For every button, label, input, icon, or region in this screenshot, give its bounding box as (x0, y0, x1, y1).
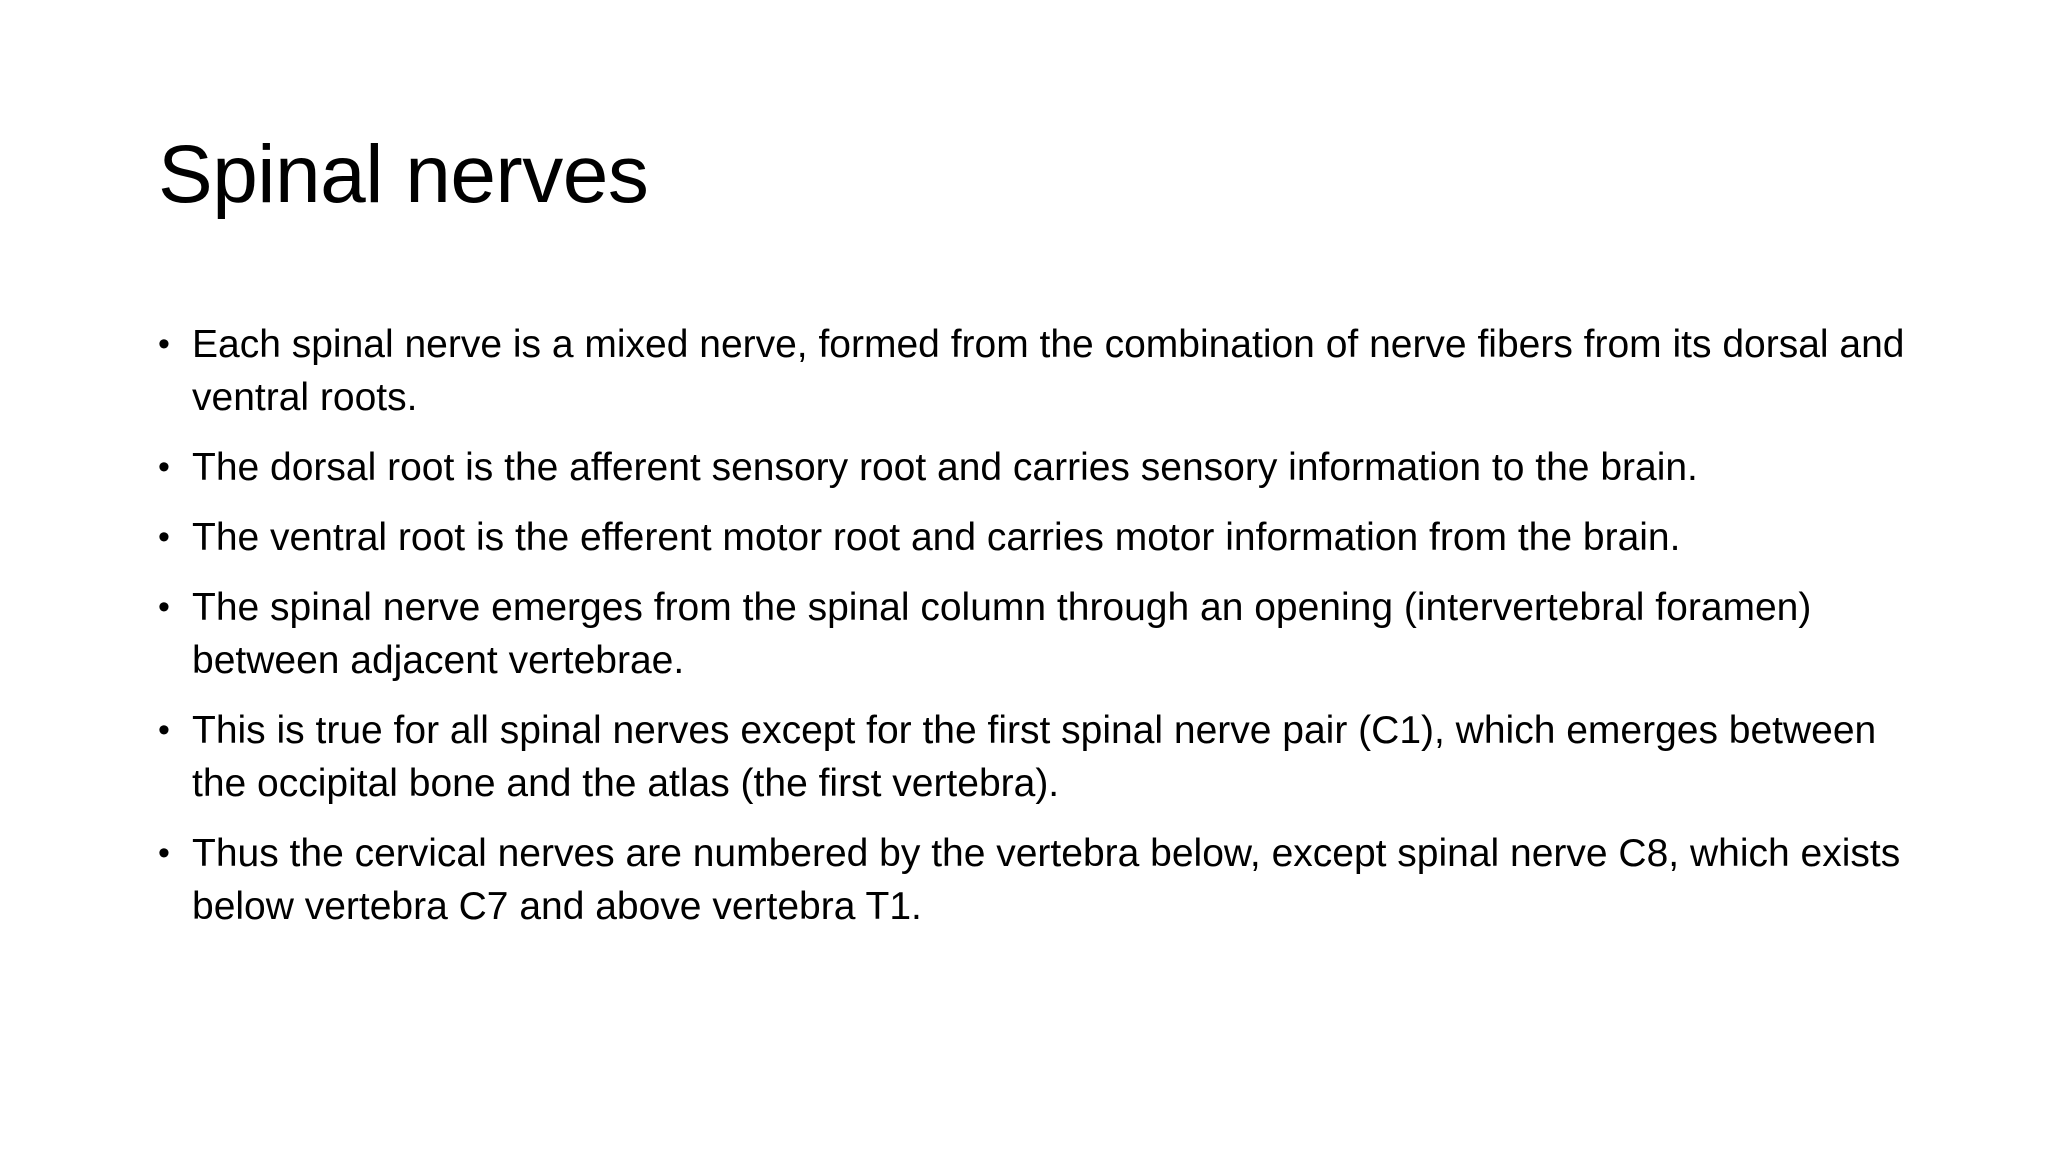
bullet-text: Each spinal nerve is a mixed nerve, formed from the combination of nerve fibers from its dorsal and ventral roots. (192, 323, 1905, 419)
bullet-item (158, 511, 1918, 564)
bullet-item (158, 704, 1918, 810)
bullet-item (158, 827, 1918, 933)
bullet-item (158, 581, 1918, 687)
bullet-dot-icon: • (158, 711, 170, 749)
bullet-dot-icon: • (158, 834, 170, 872)
slide-title: Spinal nerves (158, 129, 649, 220)
bullet-text: Thus the cervical nerves are numbered by the vertebra below, except spinal nerve C8, which exists below vertebra C7 and above vertebra T1. (192, 832, 1901, 928)
bullet-dot-icon: • (158, 588, 170, 626)
bullet-dot-icon: • (158, 448, 170, 486)
bullet-text: The dorsal root is the afferent sensory root and carries sensory information to the brain. (192, 446, 1698, 489)
bullet-dot-icon: • (158, 325, 170, 363)
bullet-item (158, 318, 1918, 424)
bullet-dot-icon: • (158, 518, 170, 556)
bullet-text: The spinal nerve emerges from the spinal column through an opening (intervertebral foramen) between adjacent vertebrae. (192, 586, 1812, 682)
bullet-text: This is true for all spinal nerves except for the first spinal nerve pair (C1), which emerges between the occipital bone and the atlas (the first vertebra). (192, 709, 1877, 805)
bullet-item (158, 441, 1918, 494)
bullet-text: The ventral root is the efferent motor root and carries motor information from the brain. (192, 516, 1681, 559)
bullet-list (158, 318, 1918, 950)
